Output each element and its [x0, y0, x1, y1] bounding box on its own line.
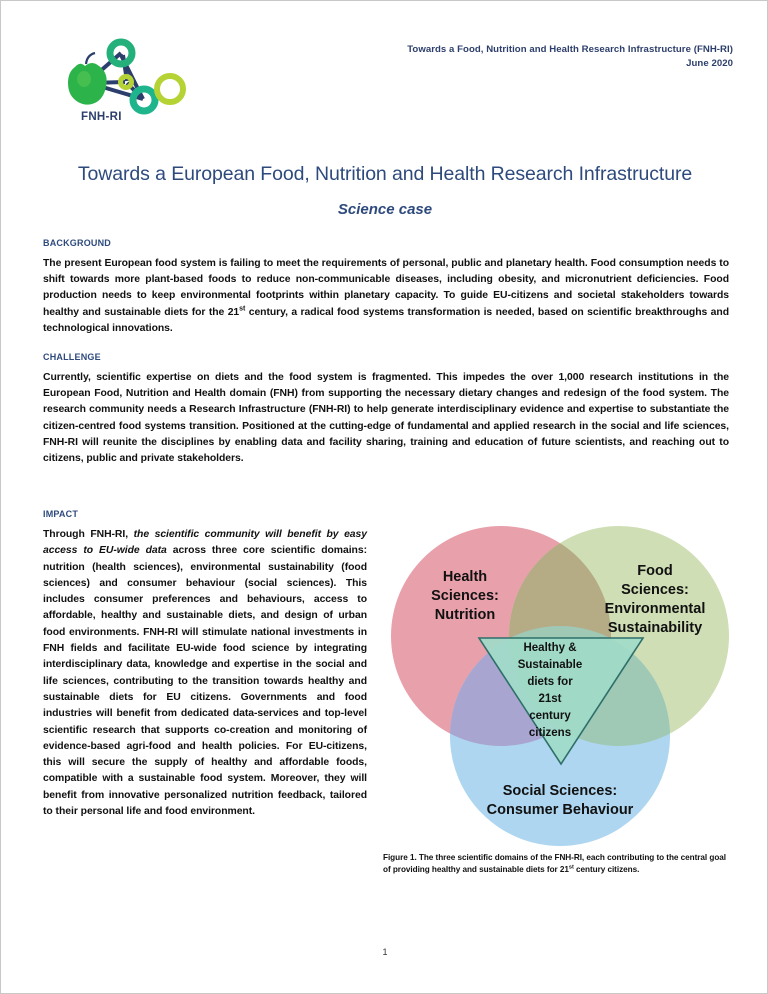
figure-caption	[383, 852, 729, 877]
fnh-ri-logo	[53, 37, 203, 137]
page-title: Towards a European Food, Nutrition and Health Research Infrastructure	[77, 163, 693, 185]
logo-dot-lime	[121, 77, 132, 88]
venn-center-line3: diets for	[527, 676, 573, 688]
logo-ring-lime	[157, 76, 183, 102]
venn-center-line1: Healthy &	[523, 642, 577, 654]
section-heading-challenge: challenge	[43, 349, 101, 364]
impact-text-emphasis: the scientific community will benefit by easy access to EU-wide data	[43, 529, 367, 557]
section-body-impact	[43, 527, 367, 820]
venn-center-line5: century	[529, 710, 571, 722]
section-heading-impact: impact	[43, 506, 79, 520]
venn-label-food-line3: Environmental	[604, 601, 706, 617]
section-body-background	[43, 256, 729, 337]
venn-label-social-line1: Social Sciences:	[502, 783, 618, 799]
impact-text-rest: across three core scientific domains: nutrition (health sciences), environmental sustainability (food sciences) and consumer behaviour (social sciences). This includes consumer preferences and behaviours, access to affordable, healthy and sustainable diets, and design of urban food environments. FNH-RI will stimulate national investments in FNH fields and facilitate EU-wide food science by integrating interdisciplinary data, knowledge and expertise in the social and life sciences, contributing to the transition towards healthy and sustainable diets for EU citizens. Governments and food industries will benefit from dedicated data-services and top-level scientific research that supports co-creation and monitoring of evidence-based agri-food and health policies. For EU-citizens, this will secure the supply of healthy and affordable foods, compatible with a sustainable food system. Moreover, they will benefit from innovative personalized nutrition feedback, tailored to their personal life and food environment.	[43, 545, 367, 818]
impact-text-column	[43, 506, 367, 820]
section-heading-background: background	[43, 235, 112, 249]
logo-graphic	[53, 37, 203, 137]
venn-label-food-line4: Sustainability	[607, 620, 703, 636]
logo-wordmark: FNH-RI	[81, 111, 122, 123]
venn-label-food-line2: Sciences:	[621, 582, 689, 598]
background-text-part1: The present European food system is failing to meet the requirements of personal, public and planetary health. Food consumption needs to shift towards more plant-based foods to reduce non-communicable diseases, including obesity, and micronutrient deficiencies. Food production needs to keep environmental footprints within planetary capacity. To guide EU-citizens and societal stakeholders towards healthy and sustainable diets for the 21	[43, 258, 729, 318]
venn-diagram	[383, 518, 735, 848]
header-document-info	[407, 43, 733, 71]
venn-center-line4: 21st	[538, 693, 562, 705]
venn-label-health-line2: Sciences:	[431, 588, 499, 604]
venn-label-food-line1: Food	[637, 563, 673, 579]
figure-caption-part2: century citizens.	[573, 865, 640, 875]
page-header	[1, 37, 768, 147]
venn-label-health-line1: Health	[442, 569, 488, 585]
venn-label-social-line2: Consumer Behaviour	[486, 802, 634, 818]
header-doc-date: June 2020	[686, 58, 733, 69]
section-body-challenge: Currently, scientific expertise on diets and the food system is fragmented. This impedes the over 1,000 research institutions in the European Food, Nutrition and Health domain (FNH) from supporting the necessary dietary changes and redesign of the food system. The research community needs a Research Infrastructure (FNH-RI) to help generate interdisciplinary evidence and expertise to substantiate the citizen-centred food systems transition. Positioned at the cutting-edge of fundamental and applied research in the social and life sciences, FNH-RI will reunite the disciplines by enabling data and facility sharing, training and education of future scientists, and reaching out to citizens, public and private stakeholders.	[43, 372, 729, 465]
logo-ring-bottom	[133, 89, 155, 111]
background-text-part2: century, a radical food systems transformation is needed, based on scientific breakthroughs and technological innovations.	[43, 306, 729, 334]
venn-diagram-graphic	[383, 518, 735, 848]
background-ordinal-sup: st	[239, 305, 246, 313]
main-content	[43, 235, 729, 467]
page-number: 1	[382, 947, 388, 957]
figure-1	[383, 518, 735, 877]
venn-label-health-line3: Nutrition	[434, 607, 496, 623]
page-subtitle: Science case	[337, 201, 433, 218]
venn-center-line6: citizens	[528, 727, 572, 739]
venn-center-line2: Sustainable	[517, 659, 583, 671]
logo-apple-icon	[68, 53, 107, 105]
impact-text-lead: Through FNH-RI,	[43, 529, 134, 540]
figure-caption-part1: Figure 1. The three scientific domains of the FNH-RI, each contributing to the central goal of providing healthy and sustainable diets for 21	[383, 853, 727, 875]
figure-caption-sup: st	[568, 864, 574, 871]
header-doc-title: Towards a Food, Nutrition and Health Research Infrastructure (FNH-RI)	[407, 44, 733, 55]
